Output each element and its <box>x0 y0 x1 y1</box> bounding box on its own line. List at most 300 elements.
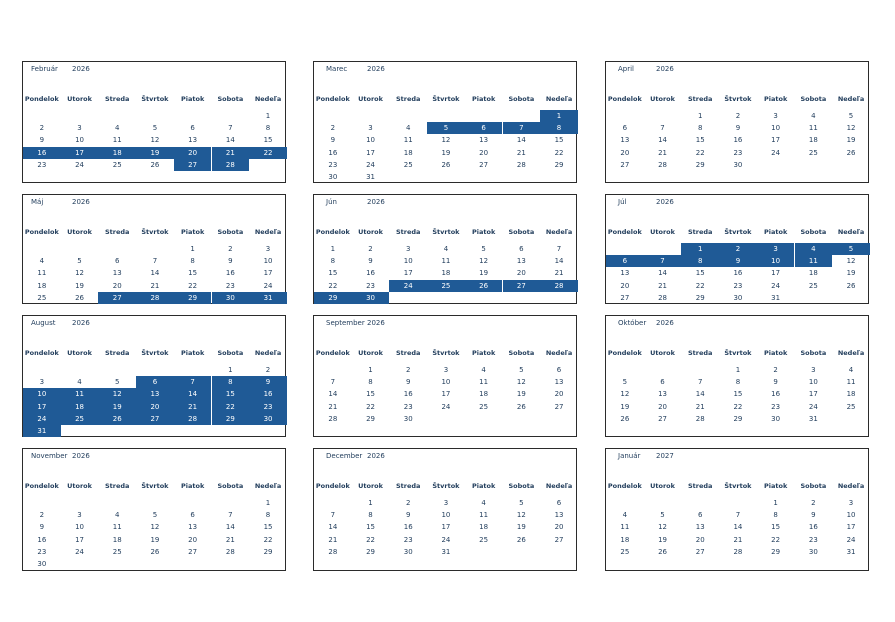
day-cell[interactable]: 21 <box>554 269 564 278</box>
day-cell[interactable]: 18 <box>441 269 451 278</box>
day-cell[interactable]: 30 <box>37 560 47 568</box>
day-cell[interactable]: 9 <box>39 136 45 145</box>
day-cell[interactable]: 1 <box>330 245 336 253</box>
day-cell[interactable]: 11 <box>846 378 856 387</box>
day-cell[interactable]: 7 <box>556 245 562 253</box>
day-cell-highlighted[interactable]: 4 <box>795 243 833 255</box>
day-cell[interactable]: 23 <box>771 402 781 411</box>
day-cell[interactable]: 27 <box>479 160 489 169</box>
day-cell[interactable]: 19 <box>479 269 489 278</box>
day-cell[interactable]: 14 <box>658 269 667 278</box>
day-cell[interactable]: 5 <box>481 245 486 253</box>
day-cell[interactable]: 29 <box>263 547 273 556</box>
day-cell[interactable]: 25 <box>620 547 630 556</box>
day-cell[interactable]: 20 <box>112 281 122 290</box>
day-cell[interactable]: 7 <box>228 511 233 520</box>
day-cell[interactable]: 26 <box>516 535 526 544</box>
day-cell[interactable]: 4 <box>115 511 120 520</box>
day-cell[interactable]: 26 <box>658 547 667 556</box>
day-cell[interactable]: 28 <box>328 547 338 556</box>
day-cell[interactable]: 9 <box>39 523 45 532</box>
day-cell[interactable]: 25 <box>112 160 122 169</box>
day-cell[interactable]: 4 <box>811 112 816 120</box>
day-cell[interactable]: 20 <box>554 390 564 399</box>
day-cell[interactable]: 5 <box>519 366 524 374</box>
day-cell-highlighted[interactable]: 19 <box>136 147 174 159</box>
day-cell[interactable]: 12 <box>846 124 856 133</box>
day-cell[interactable]: 3 <box>77 124 82 133</box>
day-cell[interactable]: 28 <box>658 293 667 302</box>
day-cell[interactable]: 10 <box>808 378 818 387</box>
day-cell[interactable]: 31 <box>846 547 856 556</box>
day-cell[interactable]: 15 <box>366 523 375 532</box>
day-cell[interactable]: 15 <box>263 523 273 532</box>
day-cell[interactable]: 2 <box>406 499 411 507</box>
day-cell[interactable]: 29 <box>695 160 705 169</box>
day-cell[interactable]: 19 <box>516 523 526 532</box>
day-cell[interactable]: 3 <box>265 245 271 253</box>
day-cell[interactable]: 4 <box>406 124 411 133</box>
day-cell[interactable]: 5 <box>848 112 854 120</box>
day-cell-highlighted[interactable]: 29 <box>174 292 212 304</box>
day-cell[interactable]: 19 <box>441 148 451 157</box>
day-cell[interactable]: 15 <box>328 269 338 278</box>
day-cell[interactable]: 6 <box>190 511 195 520</box>
day-cell[interactable]: 31 <box>808 414 818 423</box>
day-cell[interactable]: 17 <box>846 523 856 532</box>
day-cell[interactable]: 2 <box>368 245 373 253</box>
day-cell-highlighted[interactable]: 3 <box>757 243 795 255</box>
day-cell[interactable]: 21 <box>328 402 338 411</box>
day-cell[interactable]: 9 <box>368 257 373 266</box>
day-cell[interactable]: 13 <box>479 136 489 145</box>
day-cell[interactable]: 29 <box>771 547 781 556</box>
day-cell-highlighted[interactable]: 2 <box>719 243 757 255</box>
day-cell[interactable]: 29 <box>733 414 743 423</box>
day-cell[interactable]: 19 <box>620 402 630 411</box>
day-cell-highlighted[interactable]: 30 <box>249 413 287 425</box>
day-cell[interactable]: 20 <box>516 269 526 278</box>
day-cell[interactable]: 3 <box>773 112 778 120</box>
day-cell[interactable]: 5 <box>152 511 158 520</box>
day-cell[interactable]: 23 <box>403 402 413 411</box>
day-cell[interactable]: 20 <box>620 281 630 290</box>
day-cell[interactable]: 6 <box>115 257 120 266</box>
day-cell-highlighted[interactable]: 27 <box>136 413 174 425</box>
day-cell[interactable]: 18 <box>620 535 630 544</box>
day-cell[interactable]: 16 <box>37 535 47 544</box>
day-cell[interactable]: 9 <box>406 511 411 520</box>
day-cell[interactable]: 28 <box>658 160 667 169</box>
day-cell[interactable]: 4 <box>848 366 854 374</box>
day-cell[interactable]: 26 <box>441 160 451 169</box>
day-cell[interactable]: 18 <box>808 136 818 145</box>
day-cell[interactable]: 22 <box>188 281 198 290</box>
day-cell[interactable]: 17 <box>808 390 818 399</box>
day-cell[interactable]: 4 <box>115 124 120 133</box>
day-cell[interactable]: 28 <box>516 160 526 169</box>
day-cell[interactable]: 3 <box>77 511 82 520</box>
day-cell[interactable]: 15 <box>771 523 781 532</box>
day-cell[interactable]: 27 <box>554 535 564 544</box>
day-cell[interactable]: 24 <box>441 402 451 411</box>
day-cell[interactable]: 15 <box>695 269 705 278</box>
day-cell-highlighted[interactable]: 29 <box>314 292 352 304</box>
day-cell[interactable]: 27 <box>620 160 630 169</box>
day-cell[interactable]: 24 <box>771 281 781 290</box>
day-cell[interactable]: 26 <box>846 148 856 157</box>
day-cell[interactable]: 19 <box>658 535 667 544</box>
day-cell[interactable]: 4 <box>481 499 486 507</box>
day-cell-highlighted[interactable]: 28 <box>540 280 578 292</box>
day-cell[interactable]: 23 <box>328 160 338 169</box>
day-cell-highlighted[interactable]: 6 <box>465 122 503 134</box>
day-cell-highlighted[interactable]: 6 <box>606 255 644 267</box>
day-cell-highlighted[interactable]: 22 <box>212 401 250 413</box>
day-cell[interactable]: 11 <box>479 378 489 387</box>
day-cell[interactable]: 13 <box>695 523 705 532</box>
day-cell[interactable]: 11 <box>441 257 451 266</box>
day-cell[interactable]: 14 <box>328 523 338 532</box>
day-cell[interactable]: 7 <box>330 511 336 520</box>
day-cell[interactable]: 21 <box>225 535 235 544</box>
day-cell-highlighted[interactable]: 11 <box>61 388 99 400</box>
day-cell[interactable]: 2 <box>811 499 816 507</box>
day-cell[interactable]: 27 <box>695 547 705 556</box>
day-cell[interactable]: 27 <box>620 293 630 302</box>
day-cell-highlighted[interactable]: 28 <box>136 292 174 304</box>
day-cell-highlighted[interactable]: 22 <box>249 147 287 159</box>
day-cell[interactable]: 14 <box>554 257 564 266</box>
day-cell[interactable]: 3 <box>443 366 449 374</box>
day-cell-highlighted[interactable]: 9 <box>719 255 757 267</box>
day-cell-highlighted[interactable]: 27 <box>503 280 541 292</box>
day-cell[interactable]: 26 <box>620 414 630 423</box>
day-cell[interactable]: 1 <box>265 112 271 120</box>
day-cell-highlighted[interactable]: 29 <box>212 413 250 425</box>
day-cell[interactable]: 26 <box>150 547 160 556</box>
day-cell-highlighted[interactable]: 8 <box>540 122 578 134</box>
day-cell[interactable]: 14 <box>225 136 235 145</box>
day-cell[interactable]: 14 <box>150 269 160 278</box>
day-cell[interactable]: 30 <box>733 160 743 169</box>
day-cell-highlighted[interactable]: 1 <box>540 110 578 122</box>
day-cell[interactable]: 29 <box>366 414 375 423</box>
day-cell[interactable]: 25 <box>403 160 413 169</box>
day-cell[interactable]: 8 <box>265 124 271 133</box>
day-cell[interactable]: 22 <box>554 148 564 157</box>
day-cell-highlighted[interactable]: 23 <box>249 401 287 413</box>
day-cell-highlighted[interactable]: 27 <box>174 159 212 171</box>
day-cell[interactable]: 30 <box>328 173 338 181</box>
day-cell[interactable]: 10 <box>846 511 856 520</box>
day-cell-highlighted[interactable]: 21 <box>174 401 212 413</box>
day-cell[interactable]: 12 <box>441 136 451 145</box>
day-cell-highlighted[interactable]: 12 <box>98 388 136 400</box>
day-cell[interactable]: 22 <box>263 535 273 544</box>
day-cell[interactable]: 30 <box>733 293 743 302</box>
day-cell[interactable]: 1 <box>265 499 271 507</box>
day-cell[interactable]: 28 <box>225 547 235 556</box>
day-cell[interactable]: 24 <box>263 281 273 290</box>
day-cell[interactable]: 1 <box>698 112 703 120</box>
day-cell[interactable]: 15 <box>263 136 273 145</box>
day-cell[interactable]: 2 <box>265 366 271 374</box>
day-cell[interactable]: 14 <box>516 136 526 145</box>
day-cell[interactable]: 24 <box>75 160 84 169</box>
day-cell[interactable]: 31 <box>366 173 375 181</box>
day-cell-highlighted[interactable]: 7 <box>644 255 682 267</box>
day-cell[interactable]: 13 <box>658 390 667 399</box>
day-cell[interactable]: 30 <box>771 414 781 423</box>
day-cell-highlighted[interactable]: 17 <box>23 401 61 413</box>
day-cell[interactable]: 6 <box>519 245 524 253</box>
day-cell[interactable]: 28 <box>733 547 743 556</box>
day-cell[interactable]: 11 <box>808 124 818 133</box>
day-cell[interactable]: 17 <box>366 148 375 157</box>
day-cell[interactable]: 8 <box>190 257 195 266</box>
day-cell[interactable]: 21 <box>695 402 705 411</box>
day-cell[interactable]: 10 <box>366 136 375 145</box>
day-cell[interactable]: 4 <box>77 378 82 387</box>
day-cell[interactable]: 5 <box>519 499 524 507</box>
day-cell[interactable]: 19 <box>846 136 856 145</box>
day-cell[interactable]: 23 <box>808 535 818 544</box>
day-cell-highlighted[interactable]: 24 <box>23 413 61 425</box>
day-cell[interactable]: 12 <box>479 257 489 266</box>
day-cell[interactable]: 12 <box>620 390 630 399</box>
day-cell[interactable]: 14 <box>225 523 235 532</box>
day-cell[interactable]: 9 <box>228 257 233 266</box>
day-cell-highlighted[interactable]: 5 <box>427 122 465 134</box>
day-cell[interactable]: 10 <box>441 511 451 520</box>
day-cell-highlighted[interactable]: 16 <box>249 388 287 400</box>
day-cell-highlighted[interactable]: 31 <box>249 292 287 304</box>
day-cell[interactable]: 20 <box>479 148 489 157</box>
day-cell-highlighted[interactable]: 26 <box>465 280 503 292</box>
day-cell[interactable]: 26 <box>516 402 526 411</box>
day-cell[interactable]: 22 <box>771 535 781 544</box>
day-cell[interactable]: 24 <box>75 547 84 556</box>
day-cell[interactable]: 4 <box>39 257 45 266</box>
day-cell[interactable]: 10 <box>263 257 273 266</box>
day-cell[interactable]: 13 <box>554 378 564 387</box>
day-cell[interactable]: 17 <box>441 390 451 399</box>
day-cell-highlighted[interactable]: 25 <box>61 413 99 425</box>
day-cell[interactable]: 18 <box>37 281 47 290</box>
day-cell[interactable]: 15 <box>695 136 705 145</box>
day-cell-highlighted[interactable]: 7 <box>174 376 212 388</box>
day-cell[interactable]: 17 <box>771 269 781 278</box>
day-cell[interactable]: 17 <box>771 136 781 145</box>
day-cell-highlighted[interactable]: 6 <box>136 376 174 388</box>
day-cell-highlighted[interactable]: 28 <box>212 159 250 171</box>
day-cell[interactable]: 8 <box>368 378 373 387</box>
day-cell[interactable]: 19 <box>516 390 526 399</box>
day-cell[interactable]: 21 <box>150 281 160 290</box>
day-cell[interactable]: 7 <box>698 378 703 387</box>
day-cell[interactable]: 3 <box>39 378 45 387</box>
day-cell[interactable]: 17 <box>75 535 84 544</box>
day-cell[interactable]: 1 <box>368 499 373 507</box>
day-cell[interactable]: 30 <box>403 547 413 556</box>
day-cell[interactable]: 10 <box>771 124 781 133</box>
day-cell-highlighted[interactable]: 14 <box>174 388 212 400</box>
day-cell[interactable]: 5 <box>77 257 82 266</box>
day-cell[interactable]: 15 <box>733 390 743 399</box>
day-cell[interactable]: 6 <box>556 366 562 374</box>
day-cell[interactable]: 25 <box>479 535 489 544</box>
day-cell-highlighted[interactable]: 5 <box>832 243 870 255</box>
day-cell-highlighted[interactable]: 18 <box>61 401 99 413</box>
day-cell[interactable]: 7 <box>735 511 741 520</box>
day-cell[interactable]: 23 <box>733 281 743 290</box>
day-cell[interactable]: 7 <box>152 257 158 266</box>
day-cell[interactable]: 24 <box>441 535 451 544</box>
day-cell-highlighted[interactable]: 20 <box>174 147 212 159</box>
day-cell[interactable]: 3 <box>811 366 816 374</box>
day-cell-highlighted[interactable]: 10 <box>757 255 795 267</box>
day-cell[interactable]: 11 <box>112 523 122 532</box>
day-cell[interactable]: 11 <box>112 136 122 145</box>
day-cell-highlighted[interactable]: 9 <box>249 376 287 388</box>
day-cell[interactable]: 12 <box>658 523 667 532</box>
day-cell[interactable]: 21 <box>328 535 338 544</box>
day-cell[interactable]: 22 <box>695 148 705 157</box>
day-cell[interactable]: 9 <box>773 378 778 387</box>
day-cell[interactable]: 10 <box>75 136 84 145</box>
day-cell[interactable]: 19 <box>75 281 84 290</box>
day-cell[interactable]: 8 <box>698 124 703 133</box>
day-cell[interactable]: 14 <box>328 390 338 399</box>
day-cell[interactable]: 18 <box>808 269 818 278</box>
day-cell[interactable]: 16 <box>403 523 413 532</box>
day-cell[interactable]: 6 <box>622 124 628 133</box>
day-cell[interactable]: 8 <box>735 378 741 387</box>
day-cell[interactable]: 24 <box>366 160 375 169</box>
day-cell[interactable]: 28 <box>328 414 338 423</box>
day-cell[interactable]: 2 <box>773 366 778 374</box>
day-cell[interactable]: 24 <box>771 148 781 157</box>
day-cell[interactable]: 1 <box>773 499 778 507</box>
day-cell[interactable]: 12 <box>75 269 84 278</box>
day-cell[interactable]: 20 <box>554 523 564 532</box>
day-cell-highlighted[interactable]: 20 <box>136 401 174 413</box>
day-cell[interactable]: 13 <box>188 136 198 145</box>
day-cell[interactable]: 11 <box>620 523 630 532</box>
day-cell[interactable]: 4 <box>481 366 486 374</box>
day-cell-highlighted[interactable]: 7 <box>503 122 541 134</box>
day-cell[interactable]: 16 <box>225 269 235 278</box>
day-cell-highlighted[interactable]: 10 <box>23 388 61 400</box>
day-cell[interactable]: 3 <box>368 124 373 133</box>
day-cell[interactable]: 21 <box>733 535 743 544</box>
day-cell-highlighted[interactable]: 31 <box>23 425 61 437</box>
day-cell-highlighted[interactable]: 18 <box>98 147 136 159</box>
day-cell-highlighted[interactable]: 28 <box>174 413 212 425</box>
day-cell[interactable]: 2 <box>330 124 336 133</box>
day-cell-highlighted[interactable]: 27 <box>98 292 136 304</box>
day-cell[interactable]: 9 <box>735 124 741 133</box>
day-cell[interactable]: 22 <box>695 281 705 290</box>
day-cell-highlighted[interactable]: 1 <box>681 243 719 255</box>
day-cell-highlighted[interactable]: 21 <box>212 147 250 159</box>
day-cell[interactable]: 6 <box>660 378 665 387</box>
day-cell[interactable]: 29 <box>695 293 705 302</box>
day-cell[interactable]: 15 <box>188 269 198 278</box>
day-cell-highlighted[interactable]: 15 <box>212 388 250 400</box>
day-cell[interactable]: 11 <box>403 136 413 145</box>
day-cell[interactable]: 29 <box>554 160 564 169</box>
day-cell[interactable]: 8 <box>330 257 336 266</box>
day-cell[interactable]: 7 <box>228 124 233 133</box>
day-cell[interactable]: 13 <box>620 269 630 278</box>
day-cell[interactable]: 16 <box>808 523 818 532</box>
day-cell[interactable]: 12 <box>150 523 160 532</box>
day-cell[interactable]: 8 <box>368 511 373 520</box>
day-cell[interactable]: 19 <box>150 535 160 544</box>
day-cell[interactable]: 2 <box>39 511 45 520</box>
day-cell[interactable]: 18 <box>112 535 122 544</box>
day-cell[interactable]: 22 <box>366 535 375 544</box>
day-cell[interactable]: 25 <box>112 547 122 556</box>
day-cell[interactable]: 5 <box>115 378 120 387</box>
day-cell[interactable]: 24 <box>808 402 818 411</box>
day-cell[interactable]: 18 <box>479 390 489 399</box>
day-cell[interactable]: 7 <box>330 378 336 387</box>
day-cell-highlighted[interactable]: 19 <box>98 401 136 413</box>
day-cell[interactable]: 17 <box>441 523 451 532</box>
day-cell[interactable]: 3 <box>443 499 449 507</box>
day-cell[interactable]: 16 <box>328 148 338 157</box>
day-cell[interactable]: 6 <box>698 511 703 520</box>
day-cell[interactable]: 8 <box>773 511 778 520</box>
day-cell[interactable]: 28 <box>695 414 705 423</box>
day-cell[interactable]: 14 <box>733 523 743 532</box>
day-cell[interactable]: 13 <box>516 257 526 266</box>
day-cell[interactable]: 17 <box>263 269 273 278</box>
day-cell[interactable]: 29 <box>366 547 375 556</box>
day-cell-highlighted[interactable]: 30 <box>212 292 250 304</box>
day-cell[interactable]: 16 <box>733 136 743 145</box>
day-cell[interactable]: 6 <box>556 499 562 507</box>
day-cell[interactable]: 1 <box>228 366 233 374</box>
day-cell[interactable]: 2 <box>735 112 741 120</box>
day-cell[interactable]: 13 <box>112 269 122 278</box>
day-cell[interactable]: 22 <box>366 402 375 411</box>
day-cell[interactable]: 26 <box>846 281 856 290</box>
day-cell[interactable]: 30 <box>808 547 818 556</box>
day-cell[interactable]: 27 <box>658 414 667 423</box>
day-cell[interactable]: 13 <box>554 511 564 520</box>
day-cell[interactable]: 25 <box>808 148 818 157</box>
day-cell-highlighted[interactable]: 13 <box>136 388 174 400</box>
day-cell[interactable]: 16 <box>771 390 781 399</box>
day-cell[interactable]: 23 <box>225 281 235 290</box>
day-cell[interactable]: 9 <box>811 511 816 520</box>
day-cell[interactable]: 1 <box>190 245 195 253</box>
day-cell[interactable]: 23 <box>37 160 47 169</box>
day-cell[interactable]: 13 <box>188 523 198 532</box>
day-cell-highlighted[interactable]: 16 <box>23 147 61 159</box>
day-cell[interactable]: 2 <box>406 366 411 374</box>
day-cell[interactable]: 5 <box>660 511 665 520</box>
day-cell[interactable]: 19 <box>846 269 856 278</box>
day-cell[interactable]: 8 <box>265 511 271 520</box>
day-cell-highlighted[interactable]: 8 <box>681 255 719 267</box>
day-cell[interactable]: 25 <box>479 402 489 411</box>
day-cell[interactable]: 5 <box>622 378 628 387</box>
